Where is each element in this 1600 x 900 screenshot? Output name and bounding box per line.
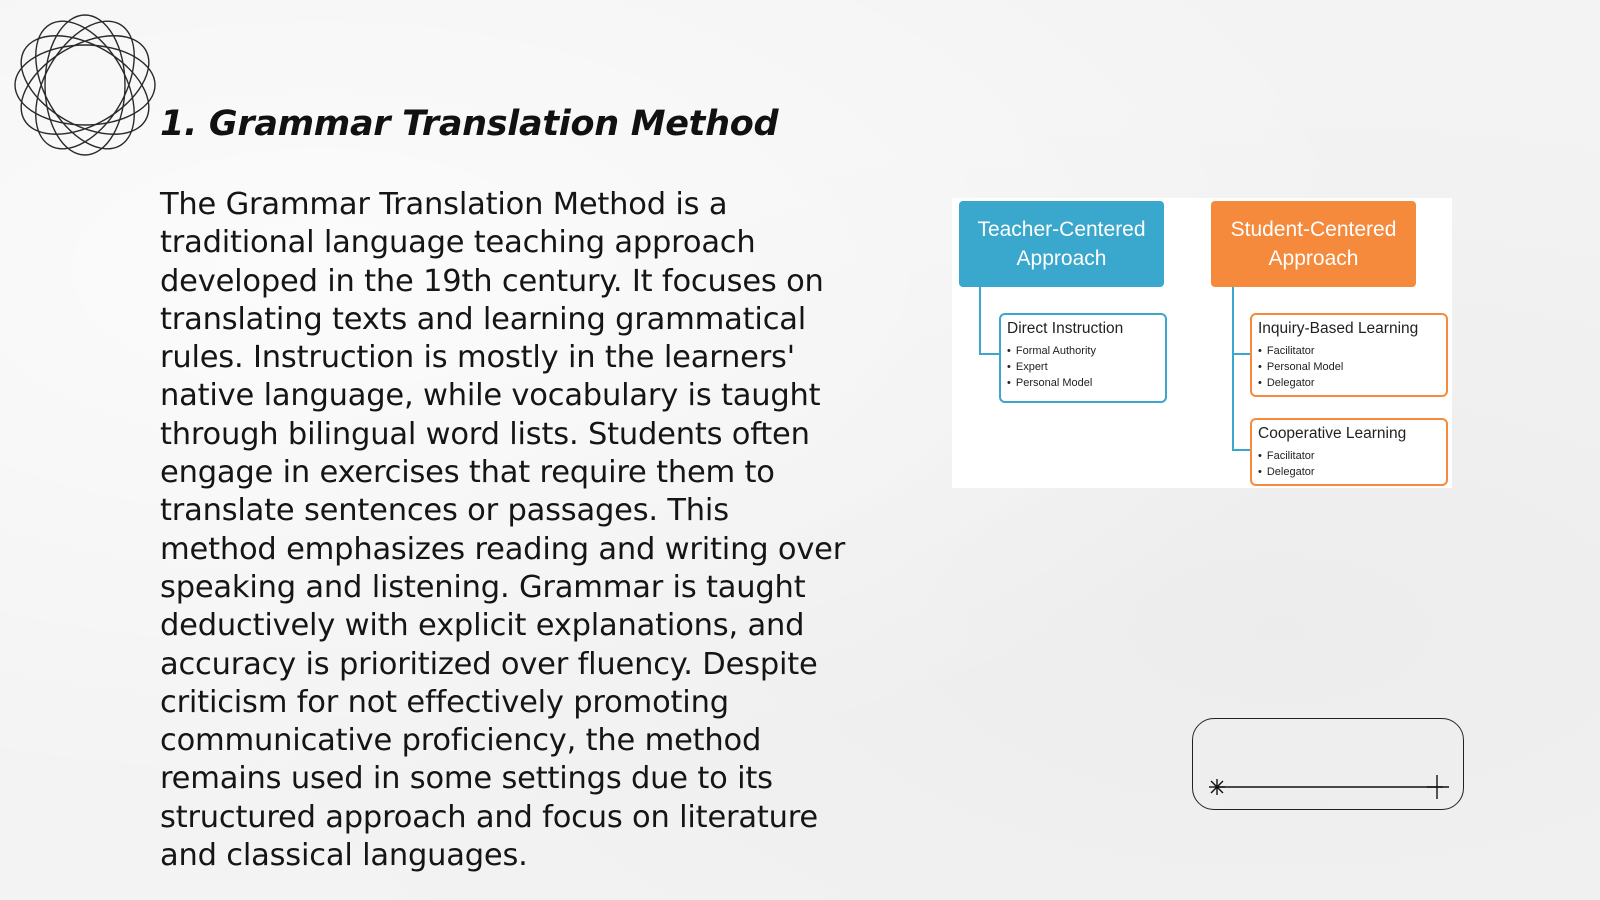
cooperative-learning-item: • Delegator [1258, 464, 1440, 480]
teacher-connector-horizontal [979, 353, 1001, 355]
direct-instruction-box [999, 313, 1167, 403]
inquiry-based-learning-title: Inquiry-Based Learning [1258, 320, 1419, 337]
inquiry-based-learning-box [1250, 313, 1448, 397]
decorative-caption-box [1192, 718, 1464, 810]
cooperative-learning-title: Cooperative Learning [1258, 425, 1407, 442]
inquiry-based-learning-item: • Delegator [1258, 375, 1440, 391]
student-centered-heading [1211, 201, 1416, 287]
cooperative-learning-box [1250, 418, 1448, 486]
slide-body-text: The Grammar Translation Method is a traditional language teaching approach developed in the 19th century. It focuses on translating texts and learning grammatical rules. Instruction is mostly in the learners' native language, while vocabulary is taught through bilingual word lists. Students often engage in exercises that require them to translate sentences or passages. This method emphasizes reading and writing over speaking and listening. Grammar is taught deductively with explicit explanations, and accuracy is prioritized over fluency. Despite criticism for not effectively promoting communicative proficiency, the method remains used in some settings due to its structured approach and focus on literature and classical languages. [160, 187, 846, 874]
inquiry-based-learning-item: • Personal Model [1258, 359, 1440, 375]
inquiry-based-learning-item: • Facilitator [1258, 343, 1440, 359]
teacher-heading-line1: Teacher-Centered [977, 218, 1146, 241]
direct-instruction-item: • Expert [1007, 359, 1159, 375]
sparkle-line-icon [1205, 775, 1453, 799]
student-connector-vertical [1232, 287, 1234, 451]
student-heading-line2: Approach [1268, 247, 1359, 270]
student-connector-branch-2 [1232, 449, 1252, 451]
teacher-connector-vertical [979, 287, 981, 355]
direct-instruction-item: • Personal Model [1007, 375, 1159, 391]
direct-instruction-item: • Formal Authority [1007, 343, 1159, 359]
teacher-centered-heading [959, 201, 1164, 287]
slide-title: 1. Grammar Translation Method [160, 104, 779, 144]
teacher-heading-line2: Approach [1016, 247, 1107, 270]
cooperative-learning-item: • Facilitator [1258, 448, 1440, 464]
overlapping-rings-icon [10, 10, 160, 160]
student-connector-branch-1 [1232, 353, 1252, 355]
direct-instruction-title: Direct Instruction [1007, 320, 1124, 337]
approach-diagram [952, 198, 1452, 488]
student-heading-line1: Student-Centered [1230, 218, 1397, 241]
